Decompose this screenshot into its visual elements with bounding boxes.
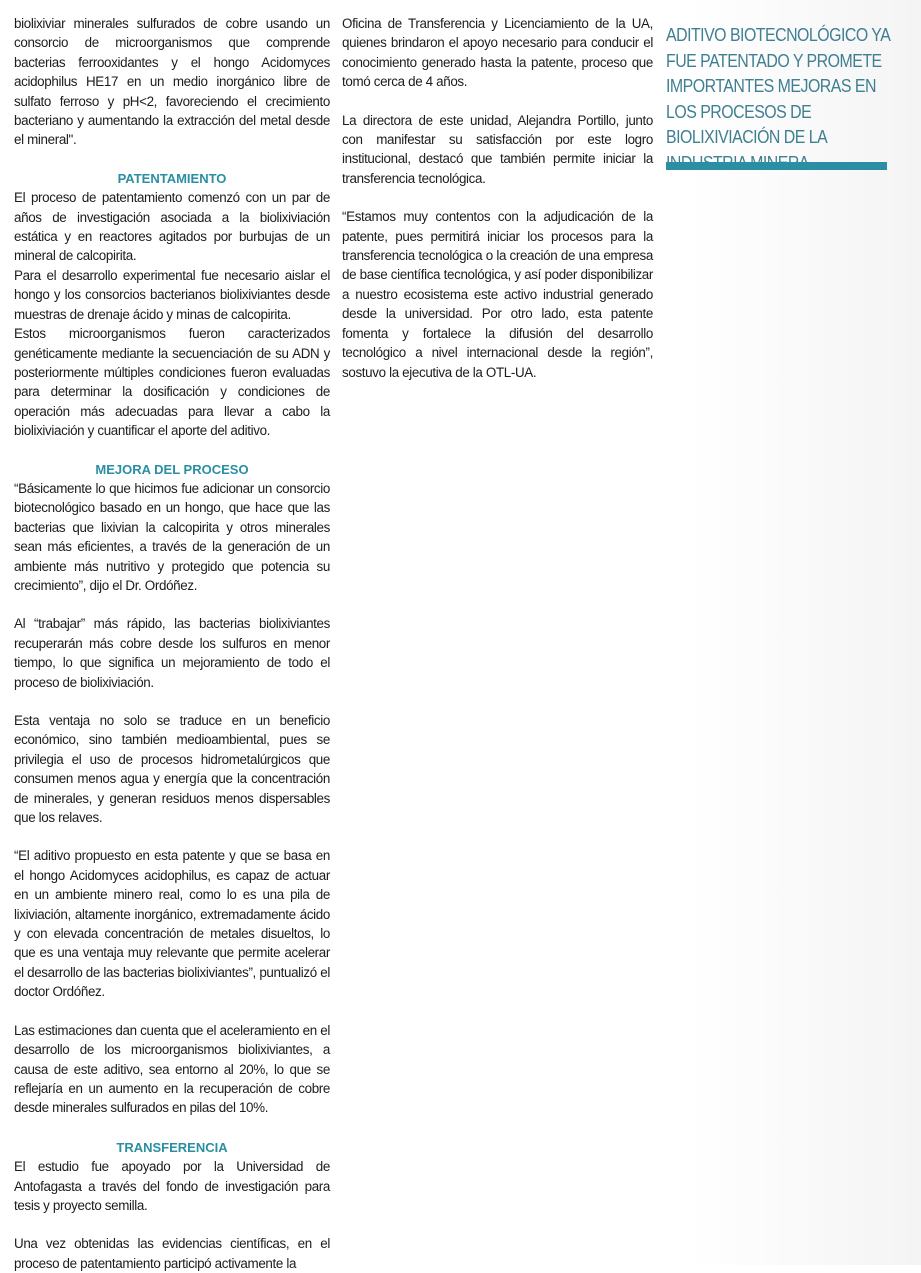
- patentamiento-paragraph-2: Para el desarrollo experimental fue necesario aislar el hongo y los consorcios bacterianos biolixiviantes desde muestras de drenaje ácido y minas de calcopirita.: [14, 267, 330, 322]
- article-column-1: [14, 14, 330, 1273]
- article-column-2: [342, 14, 653, 382]
- column2-paragraph-1: Oficina de Transferencia y Licenciamiento de la UA, quienes brindaron el apoyo necesario para conducir el conocimiento generado hasta la patente, proceso que tomó cerca de 4 años.: [342, 16, 653, 90]
- mejora-paragraph-2: Al “trabajar” más rápido, las bacterias biolixiviantes recuperarán más cobre desde los sulfuros en menor tiempo, lo que significa un mejoramiento de todo el proceso de biolixiviación.: [14, 616, 330, 690]
- patentamiento-paragraph-1: El proceso de patentamiento comenzó con un par de años de investigación asociada a la biolixiviación estática y en reactores agitados por burbujas de un mineral de calcopirita.: [14, 190, 330, 264]
- mejora-paragraph-4: “El aditivo propuesto en esta patente y que se basa en el hongo Acidomyces acidophilus, es capaz de actuar en un ambiente minero real, como lo es una pila de lixiviación, altamente inorgánico, extremadamente ácido y con elevada concentración de metales disueltos, lo que es una ventaja muy relevante que permite acelerar el desarrollo de las bacterias biolixiviantes”, puntualizó el doctor Ordóñez.: [14, 848, 330, 1000]
- mejora-paragraph-3: Esta ventaja no solo se traduce en un beneficio económico, sino también medioambiental, pues se privilegia el uso de procesos hidrometalúrgicos que consumen menos agua y energía que la concentración de minerales, y generan residuos menos dispersables que los relaves.: [14, 713, 330, 826]
- column2-paragraph-2: La directora de este unidad, Alejandra Portillo, junto con manifestar su satisfacción por este logro institucional, destacó que también permite iniciar la transferencia tecnológica.: [342, 112, 653, 186]
- transferencia-paragraph-1: El estudio fue apoyado por la Universidad de Antofagasta a través del fondo de investigación para tesis y proyecto semilla.: [14, 1159, 330, 1213]
- patentamiento-paragraph-3: Estos microorganismos fueron caracterizados genéticamente mediante la secuenciación de su ADN y posteriormente múltiples condiciones fueron evaluadas para determinar la dosificación y condiciones de operación más adecuadas para llevar a cabo la biolixiviación y cuantificar el aporte del aditivo.: [14, 326, 330, 439]
- intro-paragraph: biolixiviar minerales sulfurados de cobre usando un consorcio de microorganismos que comprende bacterias ferrooxidantes y el hongo Acidomyces acidophilus HE17 en un medio inorgánico libre de sulfato ferroso y pH<2, favoreciendo el crecimiento bacteriano y aumentando la extracción del metal desde el mineral".: [14, 16, 330, 148]
- section-heading-mejora: MEJORA DEL PROCESO: [95, 461, 249, 477]
- pull-quote: ADITIVO BIOTECNOLÓGICO YA FUE PATENTADO Y PROMETE IMPORTANTES MEJORAS EN LOS PROCESOS DE BIOLIXIVIACIÓN DE LA: [666, 24, 890, 148]
- pull-quote-underline: [666, 162, 887, 170]
- section-heading-patentamiento: PATENTAMIENTO: [117, 170, 227, 186]
- section-heading-transferencia: TRANSFERENCIA: [116, 1139, 228, 1155]
- mejora-paragraph-1: “Básicamente lo que hicimos fue adicionar un consorcio biotecnológico basado en un hongo, que hace que las bacterias que lixivian la calcopirita y otros minerales sean más eficientes, a través de la generación de un ambiente más nutritivo y protegido que potencia su crecimiento”, dijo el Dr. Ordóñez.: [14, 480, 330, 593]
- column2-paragraph-3: “Estamos muy contentos con la adjudicación de la patente, pues permitirá iniciar los procesos para la transferencia tecnológica o la creación de una empresa de base científica tecnológica, y así poder disponibilizar a nuestro ecosistema este activo industrial generado desde la universidad. Por otro lado, esta patente fomenta y fortalece la difusión del desarrollo tecnológico a nivel internacional desde la región”, sostuvo la ejecutiva de la OTL-UA.: [342, 209, 653, 380]
- transferencia-paragraph-2: Una vez obtenidas las evidencias científicas, en el proceso de patentamiento participó activamente la: [14, 1236, 330, 1271]
- mejora-paragraph-5: Las estimaciones dan cuenta que el aceleramiento en el desarrollo de los microorganismos biolixiviantes, a causa de este aditivo, sea entorno al 20%, lo que se reflejaría en un aumento en la recuperación de cobre desde minerales sulfurados en pilas del 10%.: [14, 1022, 330, 1116]
